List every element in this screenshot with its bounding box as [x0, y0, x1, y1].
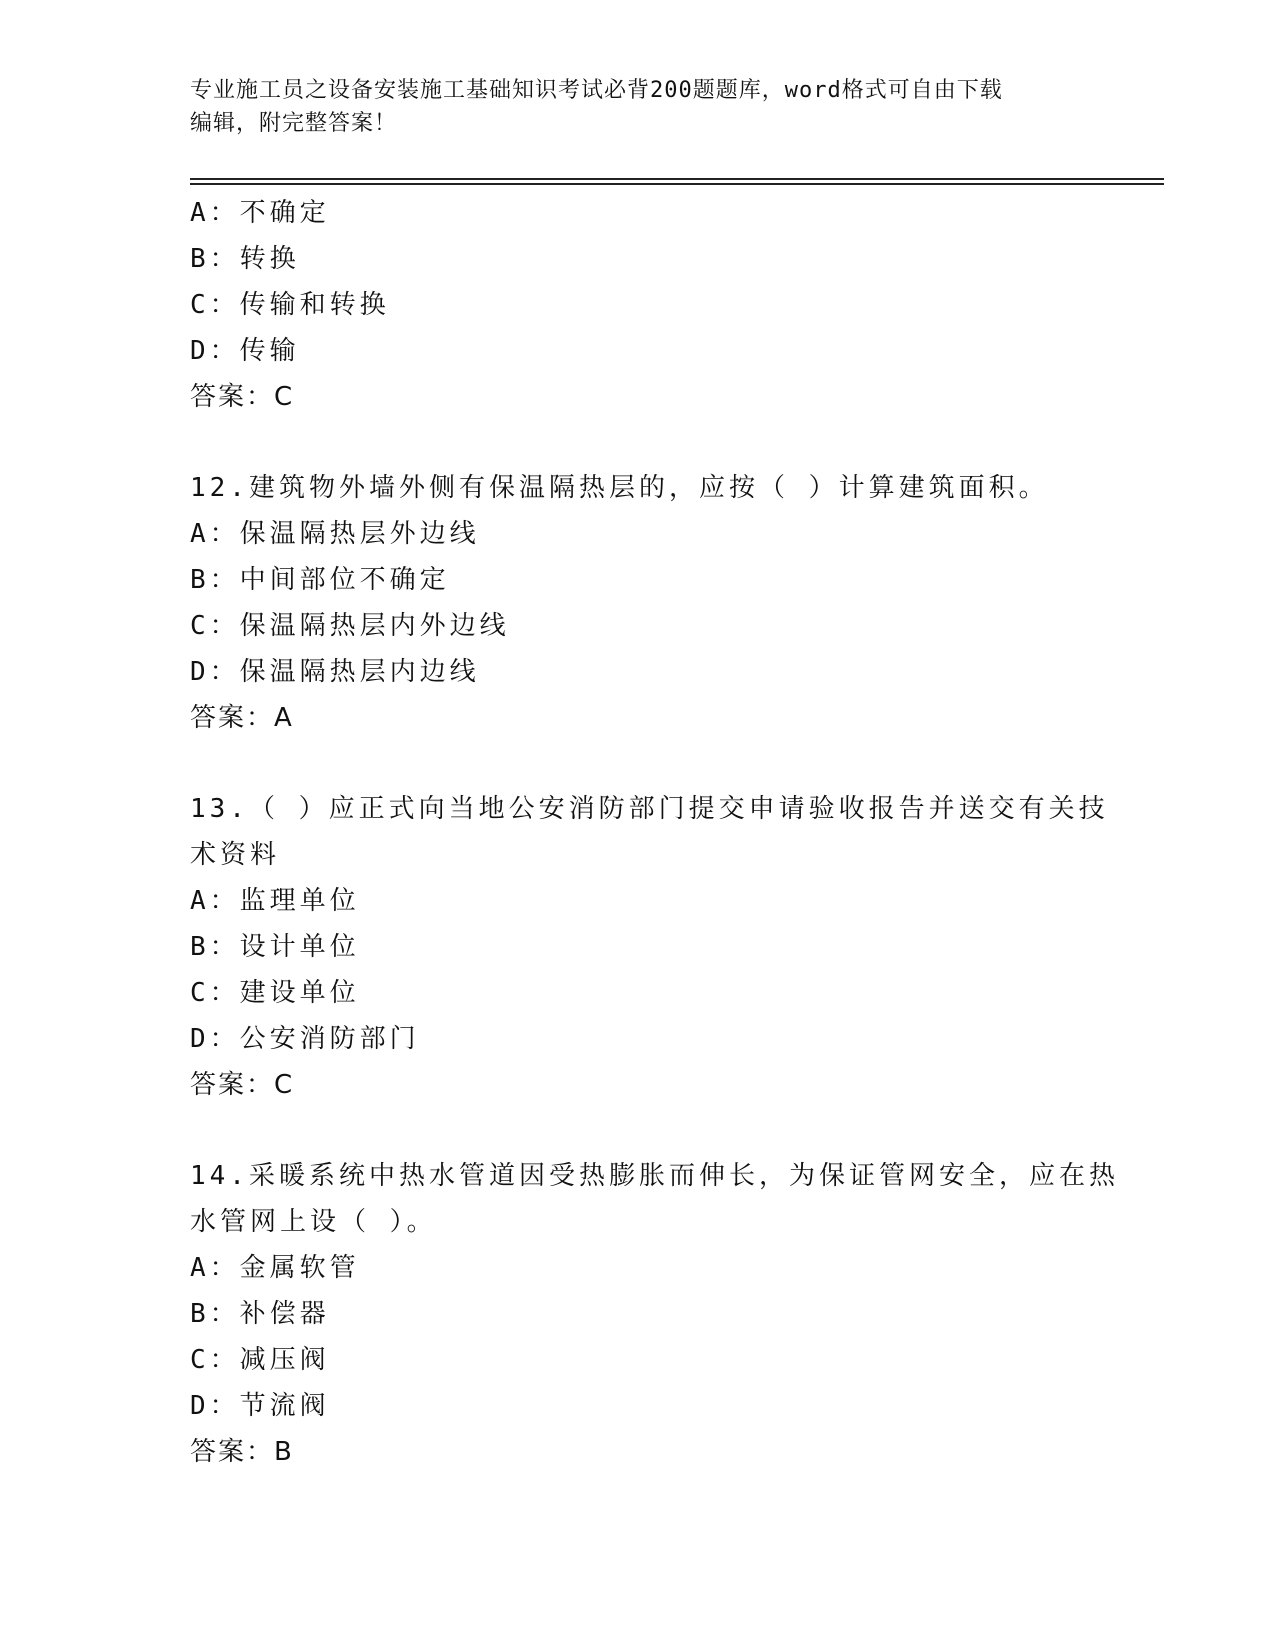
- answer: 答案：C: [190, 1070, 295, 1100]
- question-12: [190, 465, 1090, 741]
- option-d: D：公安消防部门: [190, 1024, 420, 1054]
- answer: 答案：C: [190, 382, 295, 412]
- option-a: A：不确定: [190, 198, 330, 228]
- question-stem: 12.建筑物外墙外侧有保温隔热层的，应按（ ）计算建筑面积。: [190, 473, 1049, 503]
- option-a: A：金属软管: [190, 1253, 360, 1283]
- option-c: C：建设单位: [190, 978, 360, 1008]
- header-title-line1: 专业施工员之设备安装施工基础知识考试必背200题题库，word格式可自由下载: [190, 78, 1003, 103]
- option-b: B：设计单位: [190, 932, 360, 962]
- document-header: [190, 74, 1090, 140]
- option-a: A：保温隔热层外边线: [190, 519, 480, 549]
- answer: 答案：A: [190, 703, 294, 733]
- option-b: B：中间部位不确定: [190, 565, 450, 595]
- option-b: B：补偿器: [190, 1299, 330, 1329]
- question-14: [190, 1153, 1119, 1475]
- option-b: B：转换: [190, 244, 300, 274]
- question-11: [190, 190, 1090, 420]
- option-c: C：传输和转换: [190, 290, 390, 320]
- question-list: [190, 190, 1119, 1475]
- question-stem-line2: 水管网上设（ ）。: [190, 1207, 437, 1237]
- option-c: C：减压阀: [190, 1345, 330, 1375]
- header-rule-bottom: [190, 183, 1164, 185]
- header-rule-top: [190, 178, 1164, 180]
- question-stem-line2: 术资料: [190, 840, 281, 870]
- header-title-line2: 编辑，附完整答案！: [190, 111, 398, 136]
- question-13: [190, 786, 1109, 1108]
- answer: 答案：B: [190, 1437, 294, 1467]
- option-d: D：保温隔热层内边线: [190, 657, 480, 687]
- option-a: A：监理单位: [190, 886, 360, 916]
- option-d: D：传输: [190, 336, 300, 366]
- option-d: D：节流阀: [190, 1391, 330, 1421]
- option-c: C：保温隔热层内外边线: [190, 611, 510, 641]
- question-stem-line1: 14.采暖系统中热水管道因受热膨胀而伸长，为保证管网安全，应在热: [190, 1161, 1119, 1191]
- question-stem-line1: 13.（ ）应正式向当地公安消防部门提交申请验收报告并送交有关技: [190, 794, 1109, 824]
